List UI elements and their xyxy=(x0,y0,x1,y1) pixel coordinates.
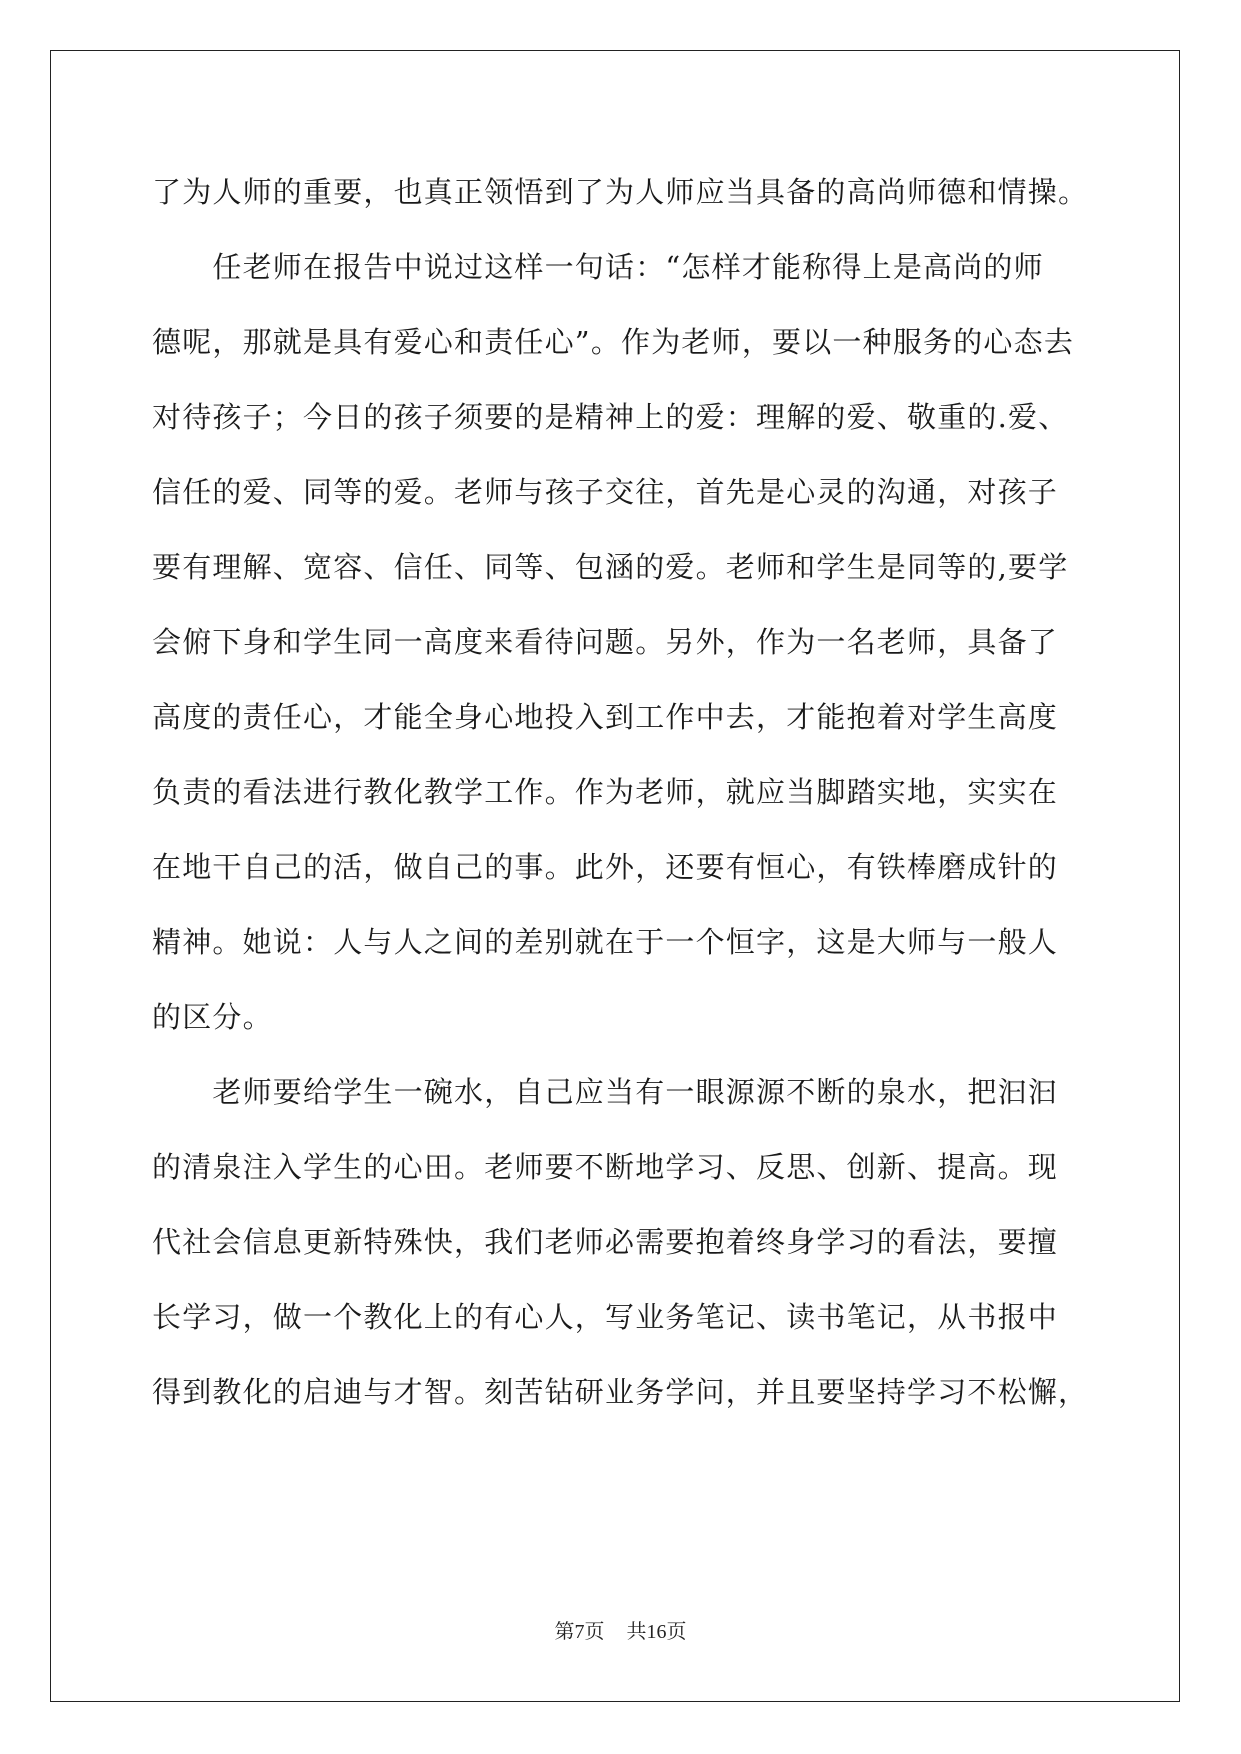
text-line: 了为人师的重要，也真正领悟到了为人师应当具备的高尚师德和情操。 xyxy=(152,175,1089,209)
page-total: 共16页 xyxy=(626,1621,687,1643)
text-line: 的区分。 xyxy=(152,1000,273,1034)
text-line: 任老师在报告中说过这样一句话：“怎样才能称得上是高尚的师 xyxy=(152,250,1044,284)
text-line: 老师要给学生一碗水，自己应当有一眼源源不断的泉水，把汩汩 xyxy=(152,1075,1059,1109)
text-line: 得到教化的启迪与才智。刻苦钻研业务学问，并且要坚持学习不松懈， xyxy=(152,1375,1089,1409)
text-line: 要有理解、宽容、信任、同等、包涵的爱。老师和学生是同等的,要学 xyxy=(152,550,1069,584)
text-line: 德呢，那就是具有爱心和责任心”。作为老师，要以一种服务的心态去 xyxy=(152,325,1075,359)
text-line: 对待孩子；今日的孩子须要的是精神上的爱：理解的爱、敬重的.爱、 xyxy=(152,400,1069,434)
text-line: 信任的爱、同等的爱。老师与孩子交往，首先是心灵的沟通，对孩子 xyxy=(152,475,1059,509)
text-line: 精神。她说：人与人之间的差别就在于一个恒字，这是大师与一般人 xyxy=(152,925,1059,959)
text-line: 的清泉注入学生的心田。老师要不断地学习、反思、创新、提高。现 xyxy=(152,1150,1059,1184)
text-line: 长学习，做一个教化上的有心人，写业务笔记、读书笔记，从书报中 xyxy=(152,1300,1059,1334)
text-line: 代社会信息更新特殊快，我们老师必需要抱着终身学习的看法，要擅 xyxy=(152,1225,1059,1259)
document-body xyxy=(152,155,1092,1430)
text-line: 高度的责任心，才能全身心地投入到工作中去，才能抱着对学生高度 xyxy=(152,700,1059,734)
text-line: 在地干自己的活，做自己的事。此外，还要有恒心，有铁棒磨成针的 xyxy=(152,850,1059,884)
text-line: 负责的看法进行教化教学工作。作为老师，就应当脚踏实地，实实在 xyxy=(152,775,1059,809)
page-number: 第7页 xyxy=(554,1621,605,1643)
text-line: 会俯下身和学生同一高度来看待问题。另外，作为一名老师，具备了 xyxy=(152,625,1059,659)
page-footer xyxy=(0,1615,1241,1644)
